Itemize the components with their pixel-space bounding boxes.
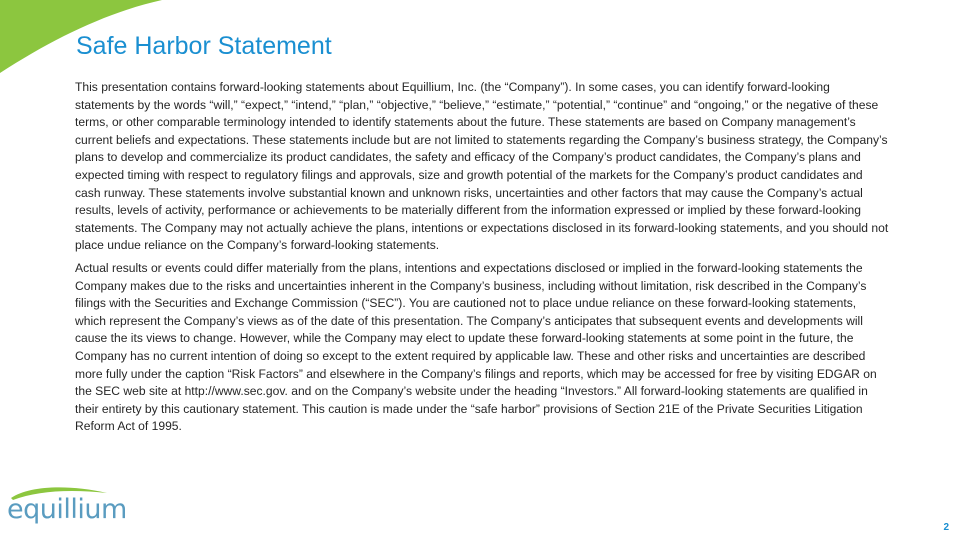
- slide-title: Safe Harbor Statement: [76, 32, 332, 60]
- logo-wordmark: equillium: [7, 494, 127, 525]
- body-text: [75, 79, 890, 441]
- page-number: 2: [943, 522, 949, 533]
- equillium-logo: [7, 484, 127, 532]
- paragraph-forward-looking: This presentation contains forward-looking statements about Equillium, Inc. (the “Company”). In some cases, you can identify forward-looking statements by the words “will,” “expect,” “intend,” “plan,” “objective,” “believe,” “estimate,” “potential,” “continue” and “ongoing,” or the negative of these terms, or other comparable terminology intended to identify statements about the future. These statements are based on Company management’s current beliefs and expectations. These statements include but are not limited to statements regarding the Company’s business strategy, the Company’s plans to develop and commercialize its product candidates, the safety and efficacy of the Company’s product candidates, the Company’s plans and expected timing with respect to regulatory filings and approvals, size and growth potential of the markets for the Company’s product candidates and cash runway. These statements involve substantial known and unknown risks, uncertainties and other factors that may cause the Company’s actual results, levels of activity, performance or achievements to be materially different from the information expressed or implied by these forward-looking statements. The Company may not actually achieve the plans, intentions or expectations disclosed in its forward-looking statements, and you should not place undue reliance on the Company’s forward-looking statements.: [75, 80, 889, 253]
- paragraph-actual-results: Actual results or events could differ materially from the plans, intentions and expectations disclosed or implied in the forward-looking statements the Company makes due to the risks and uncertainties inherent in the Company’s business, including without limitation, risk described in the Company’s filings with the Securities and Exchange Commission (“SEC”). You are cautioned not to place undue reliance on these forward-looking statements, which represent the Company’s views as of the date of this presentation. The Company’s anticipates that subsequent events and developments will cause the its views to change. However, while the Company may elect to update these forward-looking statements at some point in the future, the Company has no current intention of doing so except to the extent required by applicable law. These and other risks and uncertainties are described more fully under the caption “Risk Factors” and elsewhere in the Company’s filings and reports, which may be accessed for free by visiting EDGAR on the SEC web site at http://www.sec.gov. and on the Company’s website under the heading “Investors.” All forward-looking statements are qualified in their entirety by this cautionary statement. This caution is made under the “safe harbor” provisions of Section 21E of the Private Securities Litigation Reform Act of 1995.: [75, 260, 877, 434]
